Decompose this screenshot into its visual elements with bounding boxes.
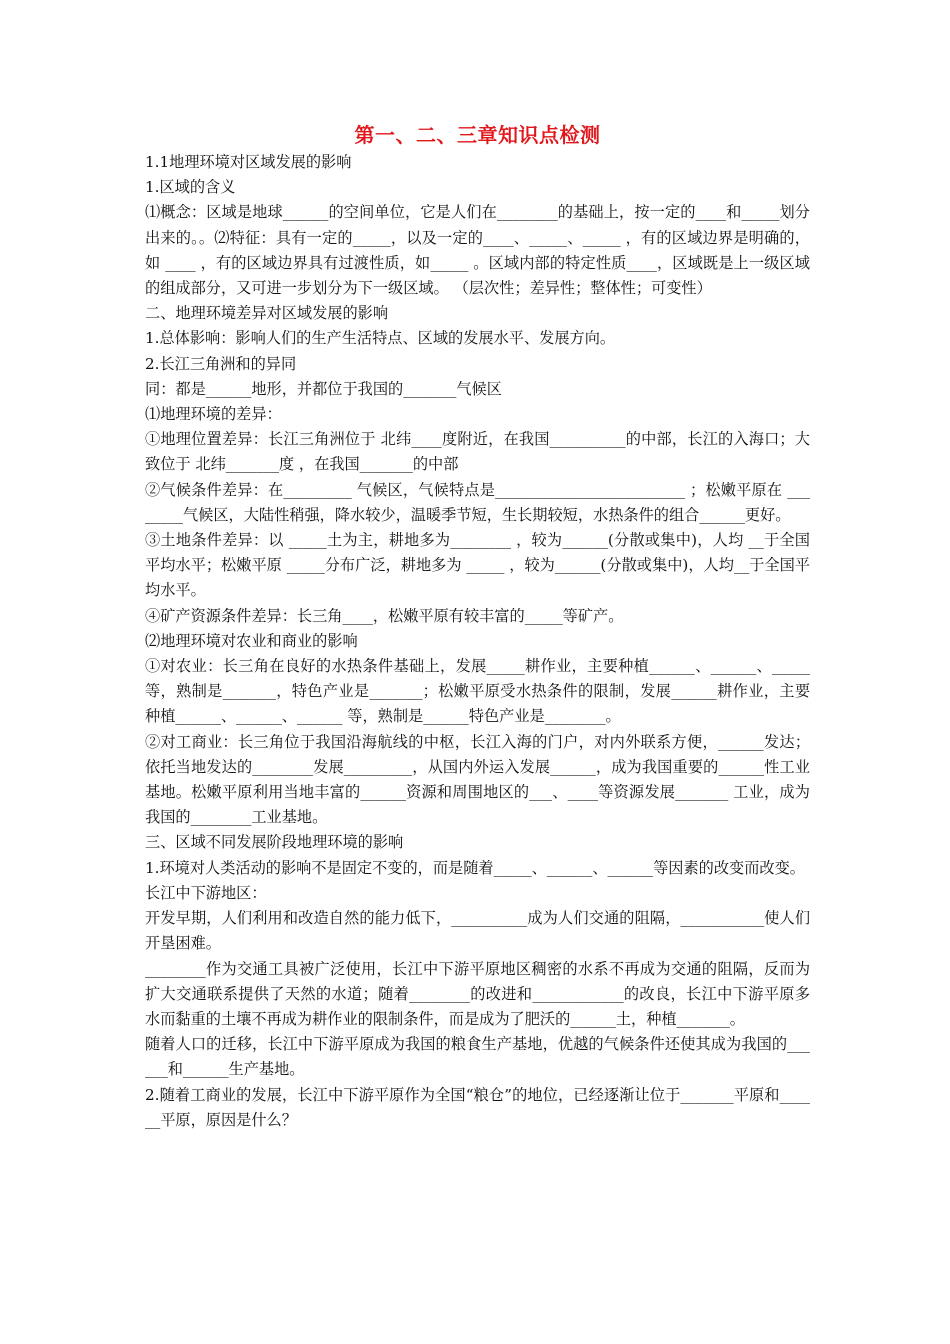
paragraph-mineral-difference: ④矿产资源条件差异：长三角____，松嫩平原有较丰富的_____等矿产。 <box>145 606 624 625</box>
subheading-agriculture-commerce: ⑵地理环境对农业和商业的影响 <box>145 631 358 650</box>
subheading-yangtze-middle-lower: 长江中下游地区： <box>145 883 267 902</box>
paragraph-climate-difference: ②气候条件差异：在_________ 气候区，气候特点是_________________________ ；松嫩平原在 ________气候区，大陆性稍强，降水较少，温暖季节短，生长期较短，水热条件的组合______更好。 <box>145 480 810 524</box>
section-heading-1-1: 1.1地理环境对区域发展的影响 <box>145 153 352 171</box>
paragraph-overall-influence: 1.总体影响：影响人们的生产生活特点、区域的发展水平、发展方向。 <box>145 329 616 348</box>
subheading-region-meaning: 1.区域的含义 <box>145 178 236 197</box>
paragraph-population-migration: 随着人口的迁移，长江中下游平原成为我国的粮食生产基地，优越的气候条件还使其成为我国的______和______生产基地。 <box>145 1035 810 1079</box>
document-page <box>145 120 810 1133</box>
paragraph-similarity: 同：都是______地形，并都位于我国的_______气候区 <box>145 379 502 398</box>
paragraph-land-difference: ③土地条件差异：以 _____土为主，耕地多为________ ，较为______(分散或集中)，人均 __于全国平均水平；松嫩平原 _____分布广泛，耕地多为 _____ ，较为______(分散或集中)，人均__于全国平均水平。 <box>145 531 810 600</box>
subheading-comparison: 2.长江三角洲和的异同 <box>145 354 297 373</box>
section-heading-3: 三、区域不同发展阶段地理环境的影响 <box>145 833 404 852</box>
paragraph-question-granary: 2.随着工商业的发展，长江中下游平原作为全国“粮仓”的地位，已经逐渐让位于_______平原和______平原，原因是什么？ <box>145 1085 810 1129</box>
paragraph-early-development: 开发早期，人们利用和改造自然的能力低下，__________成为人们交通的阻隔，___________使人们开垦困难。 <box>145 909 810 953</box>
paragraph-industry-commerce: ②对工商业：长三角位于我国沿海航线的中枢，长江入海的门户，对内外联系方便，______发达；依托当地发达的________发展_________，从国内外运入发展______，成为我国重要的______性工业基地。松嫩平原利用当地丰富的______资源和周围地区的___、____等资源发展_______ 工业，成为我国的________工业基地。 <box>145 732 810 827</box>
subheading-environment-difference: ⑴地理环境的差异： <box>145 405 282 424</box>
document-title: 第一、二、三章知识点检测 <box>354 123 601 147</box>
paragraph-location-difference: ①地理位置差异：长江三角洲位于 北纬____度附近，在我国__________的中部，长江的入海口；大致位于 北纬_______度 ，在我国_______的中部 <box>145 430 810 474</box>
paragraph-concept-features: ⑴概念：区域是地球______的空间单位，它是人们在________的基础上，按一定的____和_____划分出来的。。⑵特征：具有一定的_____，以及一定的____、_____、_____ ，有的区域边界是明确的，如 ____ ，有的区域边界具有过渡性质，如_____ 。区域内部的特定性质____，区域既是上一级区域的组成部分，又可进一步划分为下一级区域。 （层次性；差异性；整体性；可变性） <box>145 203 810 298</box>
section-heading-2: 二、地理环境差异对区域发展的影响 <box>145 304 388 323</box>
paragraph-environment-change: 1.环境对人类活动的影响不是固定不变的，而是随着_____、______、______等因素的改变而改变。 <box>145 858 805 877</box>
paragraph-transport-improvement: ________作为交通工具被广泛使用，长江中下游平原地区稠密的水系不再成为交通的阻隔，反而为扩大交通联系提供了天然的水道；随着________的改进和____________的改良，长江中下游平原多水而黏重的土壤不再成为耕作业的限制条件，而是成为了肥沃的______土，种植_______。 <box>145 959 810 1028</box>
paragraph-agriculture: ①对农业：长三角在良好的水热条件基础上，发展_____耕作业，主要种植______、______、_____ 等，熟制是_______，特色产业是_______；松嫩平原受水热条件的限制，发展______耕作业，主要种植______、______、______ 等，熟制是______特色产业是________。 <box>145 657 810 726</box>
